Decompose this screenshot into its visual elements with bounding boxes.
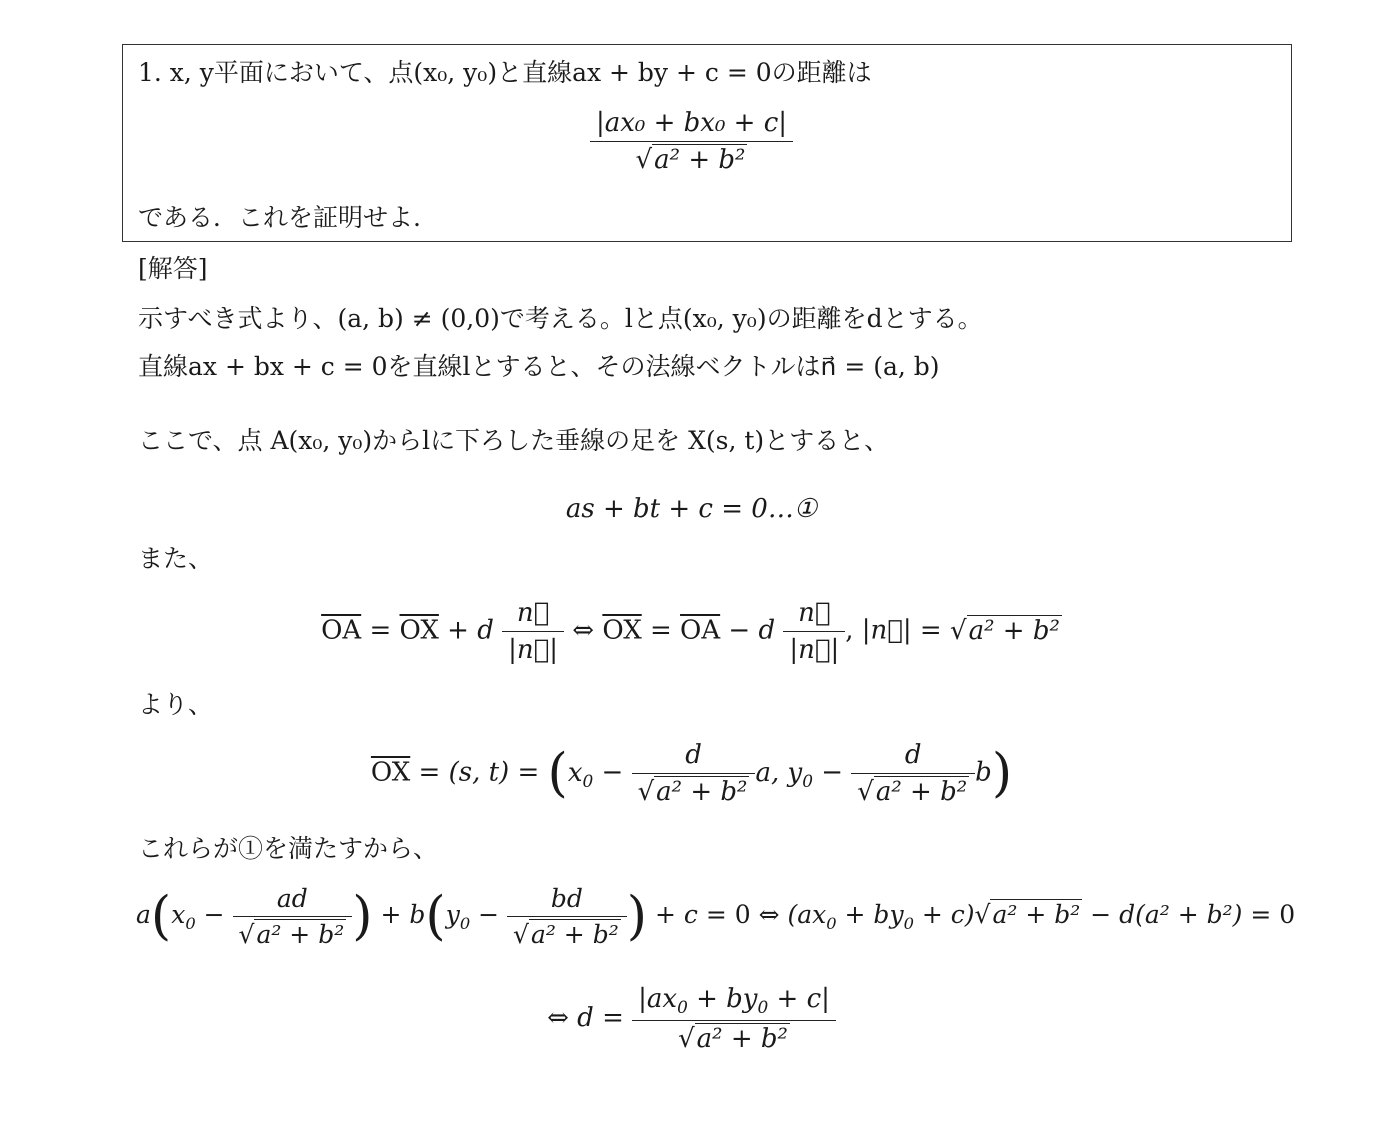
- distance-formula-denominator: a² + b²: [654, 145, 746, 175]
- problem-conclusion-line: である．これを証明せよ.: [138, 203, 421, 232]
- distance-formula-numerator: |ax₀ + bx₀ + c|: [590, 108, 793, 142]
- ox-vector-equation: $\overline{OX} = (s$, $t) = (x_0$ − $\frac{d}{\text{√a² + b²}}$ a, $y_0$ − $\frac{d}{\text{√a² + b²}}$ b): [370, 740, 1013, 807]
- answer-paragraph-4: また、: [138, 544, 214, 573]
- answer-paragraph-2: 直線ax + bx + c = 0を直線lとすると、その法線ベクトルはn⃗ = (a, b): [138, 352, 940, 381]
- answer-paragraph-5: より、: [138, 690, 214, 719]
- final-equation: ⇔ d = $\frac{|ax_0 + by_0 + c|}{\text{√a² + b²}}$: [0, 984, 1383, 1054]
- equation-1: as + bt + c = 0…①: [565, 494, 818, 524]
- answer-paragraph-6: これらが①を満たすから、: [138, 834, 439, 863]
- problem-statement-line: 1. x, y平面において、点(x₀, y₀)と直線ax + by + c = 0の距離は: [138, 58, 872, 87]
- answer-paragraph-3: ここで、点 A(x₀, y₀)からlに下ろした垂線の足を X(s, t)とすると、: [138, 426, 890, 455]
- distance-formula: $\frac{\text{|ax₀ + bx₀ + c|}}{\text{√a² + b²}}$: [0, 108, 1383, 175]
- substitution-equation: $a(x_0$ − $\frac{ad}{\text{√a² + b²}}$ ) + $b(y_0$ − $\frac{bd}{\text{√a² + b²}}$ ) + c = 0 ⇔ $(ax_0 + by_0 + c)√a^2 + b^2 - d(a^2 + b^2) = 0$: [136, 884, 1296, 949]
- answer-paragraph-1: 示すべき式より、(a, b) ≠ (0,0)で考える。lと点(x₀, y₀)の距離をdとする。: [138, 304, 983, 333]
- answer-heading: [解答]: [138, 254, 208, 283]
- vector-equation: $\overline{OA} = \overline{OX} + d$ $\frac{n⃗}{|n⃗|}$ ⇔ $\overline{OX} = \overline{OA} - d$ $\frac{n⃗}{|n⃗|}$ , |n⃗| = √a² + b²: [321, 598, 1060, 665]
